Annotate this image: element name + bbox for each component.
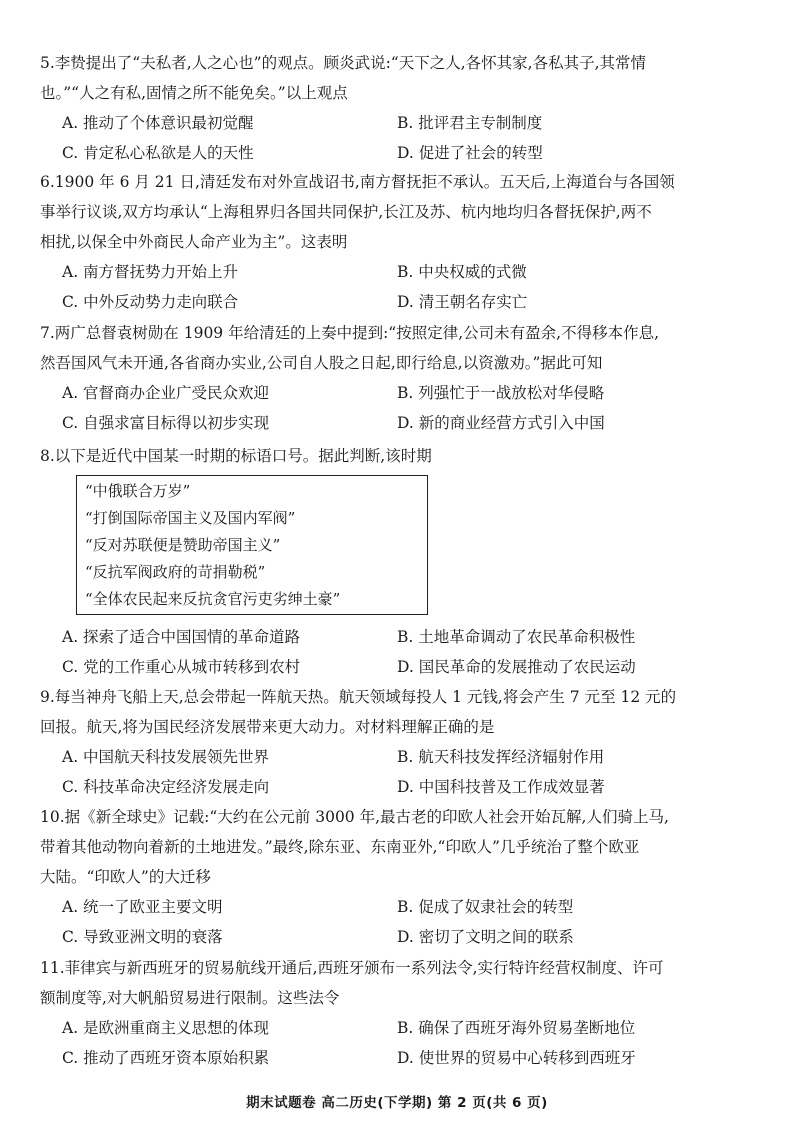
option-a: A. 南方督抚势力开始上升: [62, 263, 239, 281]
option-b: B. 批评君主专制制度: [397, 114, 543, 132]
option-d: D. 新的商业经营方式引入中国: [397, 414, 605, 432]
option-c: C. 肯定私心私欲是人的天性: [62, 144, 254, 162]
question-10: [40, 802, 760, 952]
option-b: B. 促成了奴隶社会的转型: [397, 898, 574, 916]
option-c: C. 科技革命决定经济发展走向: [62, 778, 270, 796]
option-b: B. 航天科技发挥经济辐射作用: [397, 748, 605, 766]
question-5: [40, 48, 760, 168]
question-9: [40, 682, 760, 802]
option-d: D. 中国科技普及工作成效显著: [397, 778, 605, 796]
question-stem-line: 回报。航天,将为国民经济发展带来更大动力。对材料理解正确的是: [40, 718, 495, 736]
slogan-line: “反对苏联便是赞助帝国主义”: [85, 536, 281, 554]
option-d: D. 清王朝名存实亡: [397, 293, 528, 311]
slogan-line: “中俄联合万岁”: [85, 482, 191, 500]
question-stem-line: 6.1900 年 6 月 21 日,清廷发布对外宣战诏书,南方督抚拒不承认。五天后,上海道台与各国领: [40, 173, 675, 191]
slogan-box: [76, 475, 428, 615]
option-a: A. 探索了适合中国国情的革命道路: [62, 628, 301, 646]
question-stem-line: 大陆。“印欧人”的大迁移: [40, 868, 211, 886]
option-b: B. 中央权威的式微: [397, 263, 527, 281]
question-stem-line: 然吾国风气未开通,各省商办实业,公司自人股之日起,即行给息,以资激劝。”据此可知: [40, 354, 603, 372]
question-stem-line: 9.每当神舟飞船上天,总会带起一阵航天热。航天领域每投人 1 元钱,将会产生 7 元至 12 元的: [40, 688, 677, 706]
question-stem-line: 相扰,以保全中外商民人命产业为主”。这表明: [40, 233, 348, 251]
question-6: [40, 167, 760, 317]
question-stem-line: 8.以下是近代中国某一时期的标语口号。据此判断,该时期: [40, 447, 432, 465]
option-b: B. 确保了西班牙海外贸易垄断地位: [397, 1019, 636, 1037]
option-d: D. 密切了文明之间的联系: [397, 928, 574, 946]
question-stem-line: 也。”“人之有私,固情之所不能免矣。”以上观点: [40, 84, 348, 102]
option-d: D. 国民革命的发展推动了农民运动: [397, 658, 636, 676]
question-stem-line: 10.据《新全球史》记载:“大约在公元前 3000 年,最古老的印欧人社会开始瓦解,人们骑上马,: [40, 808, 669, 826]
option-a: A. 中国航天科技发展领先世界: [62, 748, 270, 766]
option-b: B. 列强忙于一战放松对华侵略: [397, 384, 605, 402]
question-stem-line: 11.菲律宾与新西班牙的贸易航线开通后,西班牙颁布一系列法令,实行特许经营权制度、许可: [40, 959, 664, 977]
option-c: C. 自强求富目标得以初步实现: [62, 414, 270, 432]
option-a: A. 是欧洲重商主义思想的体现: [62, 1019, 270, 1037]
page-footer: 期末试题卷 高二历史(下学期) 第 2 页(共 6 页): [246, 1095, 548, 1111]
question-stem-line: 5.李贽提出了“夫私者,人之心也”的观点。顾炎武说:“天下之人,各怀其家,各私其子,其常情: [40, 54, 646, 72]
option-a: A. 推动了个体意识最初觉醒: [62, 114, 254, 132]
question-8-options: [40, 622, 760, 682]
option-c: C. 中外反动势力走向联合: [62, 293, 239, 311]
slogan-line: “打倒国际帝国主义及国内军阀”: [85, 509, 296, 527]
question-stem-line: 事举行议谈,双方均承认“上海租界归各国共同保护,长江及苏、杭内地均归各督抚保护,两不: [40, 203, 652, 221]
option-d: D. 使世界的贸易中心转移到西班牙: [397, 1049, 636, 1067]
option-a: A. 统一了欧亚主要文明: [62, 898, 223, 916]
question-11: [40, 953, 760, 1073]
option-c: C. 党的工作重心从城市转移到农村: [62, 658, 301, 676]
question-8: [40, 441, 760, 471]
option-c: C. 导致亚洲文明的衰落: [62, 928, 223, 946]
option-b: B. 土地革命调动了农民革命积极性: [397, 628, 636, 646]
question-7: [40, 318, 760, 438]
option-c: C. 推动了西班牙资本原始积累: [62, 1049, 270, 1067]
option-a: A. 官督商办企业广受民众欢迎: [62, 384, 270, 402]
slogan-line: “全体农民起来反抗贪官污吏劣绅土豪”: [85, 590, 341, 608]
question-stem-line: 7.两广总督袁树勋在 1909 年给清廷的上奏中提到:“按照定律,公司未有盈余,不得移本作息,: [40, 324, 660, 342]
slogan-line: “反抗军阀政府的苛捐勒税”: [85, 563, 266, 581]
question-stem-line: 额制度等,对大帆船贸易进行限制。这些法令: [40, 989, 340, 1007]
question-stem-line: 带着其他动物向着新的土地进发。”最终,除东亚、东南亚外,“印欧人”几乎统治了整个欧亚: [40, 838, 640, 856]
option-d: D. 促进了社会的转型: [397, 144, 543, 162]
